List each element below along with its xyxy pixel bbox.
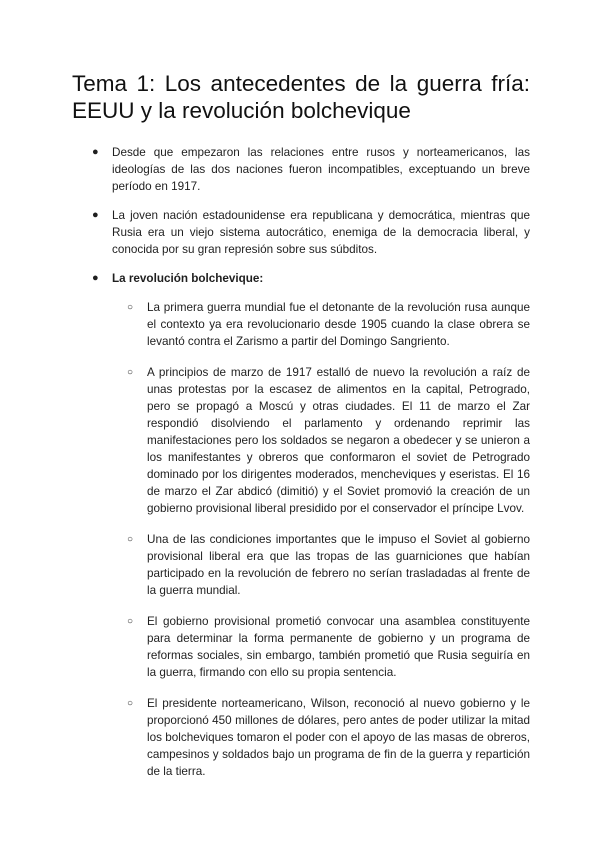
sub-list-item	[112, 299, 530, 350]
sub-list-item	[112, 695, 530, 780]
list-item-text: La joven nación estadounidense era republicana y democrática, mientras que Rusia era un viejo sistema autocrático, enemiga de la democracia liberal, y conocida por su gran represión sobre sus súbditos.	[112, 209, 530, 256]
list-item-text: Desde que empezaron las relaciones entre rusos y norteamericanos, las ideologías de las dos naciones fueron incompatibles, exceptuando un breve período en 1917.	[112, 146, 530, 193]
hollow-bullet-icon: ○	[127, 698, 134, 709]
sub-list-item	[112, 531, 530, 599]
sub-list-item-text: El gobierno provisional prometió convocar una asamblea constituyente para determinar la forma permanente de gobierno y un programa de reformas sociales, sin embargo, también prometió que Rusia seguiría en la guerra, firmando con ello su propia sentencia.	[147, 615, 530, 679]
sub-bullet-list	[112, 299, 530, 780]
sub-list-item-text: A principios de marzo de 1917 estalló de nuevo la revolución a raíz de unas protestas por la escasez de alimentos en la capital, Petrogrado, pero se propagó a Moscú y otras ciudades. El 11 de marzo el Zar respondió disolviendo el parlamento y ordenando reprimir las manifestaciones pero los soldados se negaron a obedecer y se unieron a los manifestantes y obreros que conformaron el soviet de Petrogrado dominado por los dirigentes moderados, mencheviques y eseristas. El 16 de marzo el Zar abdicó (dimitió) y el Soviet promovió la creación de un gobierno provisional liberal presidido por el conservador el príncipe Lvov.	[147, 366, 530, 515]
sub-list-item	[112, 364, 530, 517]
sub-list-item-text: El presidente norteamericano, Wilson, reconoció al nuevo gobierno y le proporcionó 450 millones de dólares, pero antes de poder utilizar la mitad los bolcheviques tomaron el poder con el apoyo de las masas de obreros, campesinos y soldados bajo un programa de fin de la guerra y repartición de la tierra.	[147, 697, 530, 778]
sub-list-item-text: Una de las condiciones importantes que le impuso el Soviet al gobierno provisional liberal era que las tropas de las guarniciones que habían participado en la revolución de febrero no serían trasladadas al frente de la guerra mundial.	[147, 533, 530, 597]
page-title: Tema 1: Los antecedentes de la guerra fría: EEUU y la revolución bolchevique	[72, 71, 530, 123]
bullet-icon: ●	[92, 146, 99, 158]
bullet-icon: ●	[92, 209, 99, 221]
hollow-bullet-icon: ○	[127, 534, 134, 545]
list-item	[72, 207, 530, 258]
sub-list-item	[112, 613, 530, 681]
section-heading: La revolución bolchevique:	[112, 272, 264, 285]
hollow-bullet-icon: ○	[127, 302, 134, 313]
main-bullet-list	[72, 144, 530, 780]
list-item	[72, 144, 530, 195]
sub-list-item-text: La primera guerra mundial fue el detonante de la revolución rusa aunque el contexto ya era revolucionario desde 1905 cuando la clase obrera se levantó contra el Zarismo a partir del Domingo Sangriento.	[147, 301, 530, 348]
section-item	[72, 270, 530, 780]
hollow-bullet-icon: ○	[127, 616, 134, 627]
hollow-bullet-icon: ○	[127, 367, 134, 378]
bullet-icon: ●	[92, 272, 99, 284]
